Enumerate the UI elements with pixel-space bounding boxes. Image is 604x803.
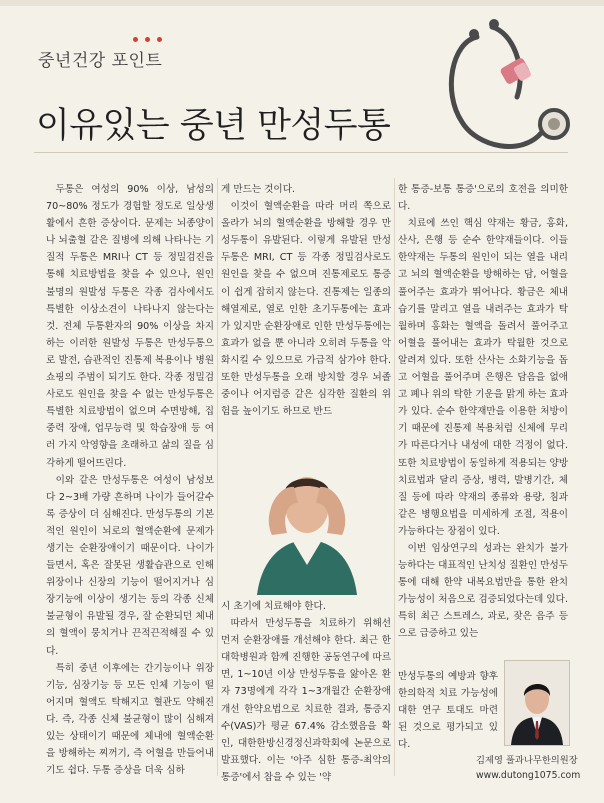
paragraph: 치료에 쓰인 핵심 약재는 황금, 홍화, 산사, 은행 등 순수 한약재들이다. 이들 한약재는 두통의 원인이 되는 열을 내리고 뇌의 혈액순환을 방해하는 담, 어혈을 풀어주는 효과가 뛰어나다. 황금은 체내 습기를 말리고 열을 내려주는 효과가 탁월하며 홍화는 혈액을 돌려서 풀어주고 어혈을 풀어내는 효과가 탁월한 것으로 알려져 있다. 또한 산사는 소화기능을 돕고 어혈을 풀어주며 은행은 담음을 없애고 폐나 위의 탁한 기운을 맑게 하는 효과가 있다. 순수 한약재만을 이용한 처방이기 때문에 진통제 복용처럼 신체에 무리가 따른다거나 내성에 대한 걱정이 없다. 또한 치료방법이 동일하게 적용되는 양방 치료법과 달리 증상, 병력, 발병기간, 체질 등에 따라 약재의 종류와 용량, 침과 같은 병행요법을 미세하게 조절, 적용이 가능하다는 장점이 있다. [398,218,568,537]
paragraph: 특히 중년 이후에는 간기능이나 위장기능, 심장기능 등 모든 인체 기능이 떨어지며 혈액도 탁해지고 혈관도 약해진다. 즉, 각종 신체 불균형이 많이 심해져 있는 상태이기 때문에 체내에 혈액순환을 방해하는 찌꺼기, 즉 어혈을 만들어내기도 쉽다. 두통 증상을 더욱 심하 [46,662,214,777]
author-photo [504,660,570,746]
author-website: www.dutong1075.com [476,770,581,781]
stethoscope-icon [432,12,592,172]
article-column-1 [46,181,214,779]
top-border [0,0,604,6]
article-column-2-bottom [221,598,391,786]
paragraph: 한 통증-보통 통증'으로의 호전을 의미한다. [398,184,568,213]
article-title: 이유있는 중년 만성두통 [36,106,391,146]
paragraph: 이와 같은 만성두통은 여성이 남성보다 2~3배 가량 흔하며 나이가 들어갈수록 증상이 더 심해진다. 만성두통의 기본적인 원인이 뇌로의 혈액순환에 문제가 생기는 순환장애이기 때문이다. 나이가 들면서, 혹은 잘못된 생활습관으로 인해 위장이나 신장의 기능이 떨어지거나 심장기능에 이상이 생기는 등의 각종 신체 불균형이 유발될 경우, 잘 순환되던 체내의 혈액이 뭉치거나 끈적끈적해질 수 있다. [46,474,214,657]
column-divider [394,178,395,776]
author-caption: 김제영 풀과나무한의원장 [476,755,578,766]
article-column-3 [398,181,568,643]
paragraph: 이번 임상연구의 성과는 완치가 불가능하다는 대표적인 난치성 질환인 만성두통에 대해 한약 내복요법만을 통한 완치 가능성이 처음으로 검증되었다는데 있다. 특히 최근 스트레스, 과로, 잦은 음주 등으로 급증하고 있는 [398,542,568,640]
column-divider [217,178,218,776]
paragraph: 시 초기에 치료해야 한다. [221,601,326,612]
paragraph: 두통은 여성의 90% 이상, 남성의 70~80% 정도가 경험할 정도로 일상생활에서 흔한 증상이다. 문제는 뇌종양이나 뇌출혈 같은 질병에 의해 나타나는 기질적 두통은 MRI나 CT 등 정밀검진을 통해 치료방법을 찾을 수 있으나, 원인 불명의 원발성 두통은 각종 검사에서도 특별한 이상소견이 나타나지 않는다는 것. 전체 두통환자의 90% 이상을 차지하는 이러한 원발성 두통은 만성두통으로 발전, 습관적인 진통제 복용이나 병원쇼핑의 주범이 되기도 한다. 각종 정밀검사로도 원인을 찾을 수 없는 만성두통은 특별한 치료방법이 없으며 수면방해, 집중력 장애, 업무능력 및 학습장애 등 여러 가지 악영향을 초래하고 삶의 질을 심각하게 떨어뜨린다. [46,184,214,469]
paragraph: 따라서 만성두통을 치료하기 위해선 먼저 순환장애를 개선해야 한다. 최근 한 대학병원과 함께 진행한 공동연구에 따르면, 1~10년 이상 만성두통을 앓아온 환자 73명에게 각각 1~3개월간 순환장애 개선 한약요법으로 치료한 결과, 통증지수(VAS)가 평균 67.4% 감소했음을 확인, 대한한방신경정신과학회에 논문으로 발표했다. 이는 '아주 심한 통증-최악의 통증'에서 참을 수 있는 '약 [221,618,391,783]
headache-man-illustration [232,445,382,595]
accent-dots [133,37,162,42]
paragraph: 게 만드는 것이다. [221,184,296,195]
section-label: 중년건강 포인트 [38,51,163,71]
article-column-3-bottom: 만성두통의 예방과 향후 한의학적 치료 가능성에 대한 연구 토대도 마련된 것으로 평가되고 있다. [398,671,498,751]
article-column-2 [221,181,391,420]
paragraph: 이것이 혈액순환을 따라 머리 쪽으로 올라가 뇌의 혈액순환을 방해할 경우 만성두통이 유발된다. 이렇게 유발된 만성두통은 MRI, CT 등 각종 정밀검사로도 원인을 찾을 수 없으며 진통제로도 통증이 쉽게 잡히지 않는다. 진통제는 일종의 해열제로, 열로 인한 초기두통에는 효과가 있지만 순환장애로 인한 만성두통에는 효과가 없을 뿐 아니라 오히려 두통을 악화시킬 수 있으므로 가급적 삼가야 한다. 또한 만성두통을 오래 방치할 경우 뇌졸중이나 어지럼증 같은 심각한 질환의 위험을 높이기도 하므로 반드 [221,201,391,418]
